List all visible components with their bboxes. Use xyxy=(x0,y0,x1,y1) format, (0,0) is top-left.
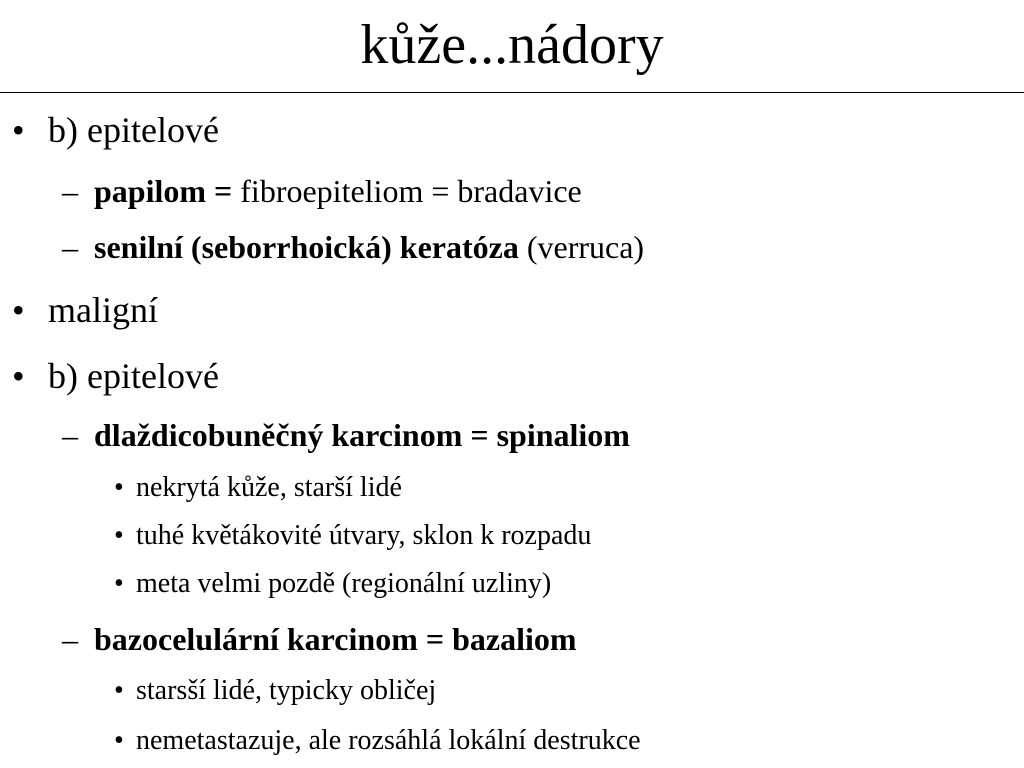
bullet-marker: • xyxy=(12,290,25,330)
bullet-text: b) epitelové xyxy=(48,356,219,396)
detail-item xyxy=(114,471,402,505)
subitem-papilom xyxy=(62,171,582,211)
subitem-basal-cell-carcinoma xyxy=(62,619,577,659)
definition-text: fibroepiteliom = bradavice xyxy=(232,173,582,209)
bullet-marker: • xyxy=(114,568,124,599)
term-senile-keratosis: senilní (seborrhoická) keratóza xyxy=(94,229,519,265)
term-spinaliom: dlaždicobuněčný karcinom = spinaliom xyxy=(94,417,630,453)
detail-item xyxy=(114,674,436,708)
bullet-item-malignant-epithelial xyxy=(12,354,219,398)
dash-marker: – xyxy=(62,621,78,657)
definition-text: (verruca) xyxy=(518,229,645,265)
term-bazaliom: bazocelulární karcinom = bazaliom xyxy=(94,621,577,657)
bullet-text: b) epitelové xyxy=(48,110,219,150)
bullet-text: maligní xyxy=(48,290,158,330)
bullet-marker: • xyxy=(114,472,124,503)
bullet-item-benign-epithelial xyxy=(12,108,219,152)
detail-item xyxy=(114,724,641,758)
subitem-senile-keratosis xyxy=(62,227,644,267)
bullet-item-malignant xyxy=(12,288,158,332)
dash-marker: – xyxy=(62,417,78,453)
bullet-marker: • xyxy=(114,520,124,551)
detail-text: nemetastazuje, ale rozsáhlá lokální destrukce xyxy=(136,725,641,756)
bullet-marker: • xyxy=(114,725,124,756)
term-papilom: papilom = xyxy=(94,173,233,209)
detail-text: starsší lidé, typicky obličej xyxy=(136,675,437,706)
dash-marker: – xyxy=(62,229,78,265)
detail-text: nekrytá kůže, starší lidé xyxy=(136,472,402,503)
dash-marker: – xyxy=(62,173,78,209)
bullet-marker: • xyxy=(114,675,124,706)
bullet-marker: • xyxy=(12,110,25,150)
bullet-marker: • xyxy=(12,356,25,396)
detail-item xyxy=(114,567,551,601)
detail-item xyxy=(114,519,591,553)
detail-text: tuhé květákovité útvary, sklon k rozpadu xyxy=(136,520,592,551)
slide-title: kůže...nádory xyxy=(360,14,664,76)
subitem-squamous-carcinoma xyxy=(62,415,630,455)
detail-text: meta velmi pozdě (regionální uzliny) xyxy=(136,568,552,599)
